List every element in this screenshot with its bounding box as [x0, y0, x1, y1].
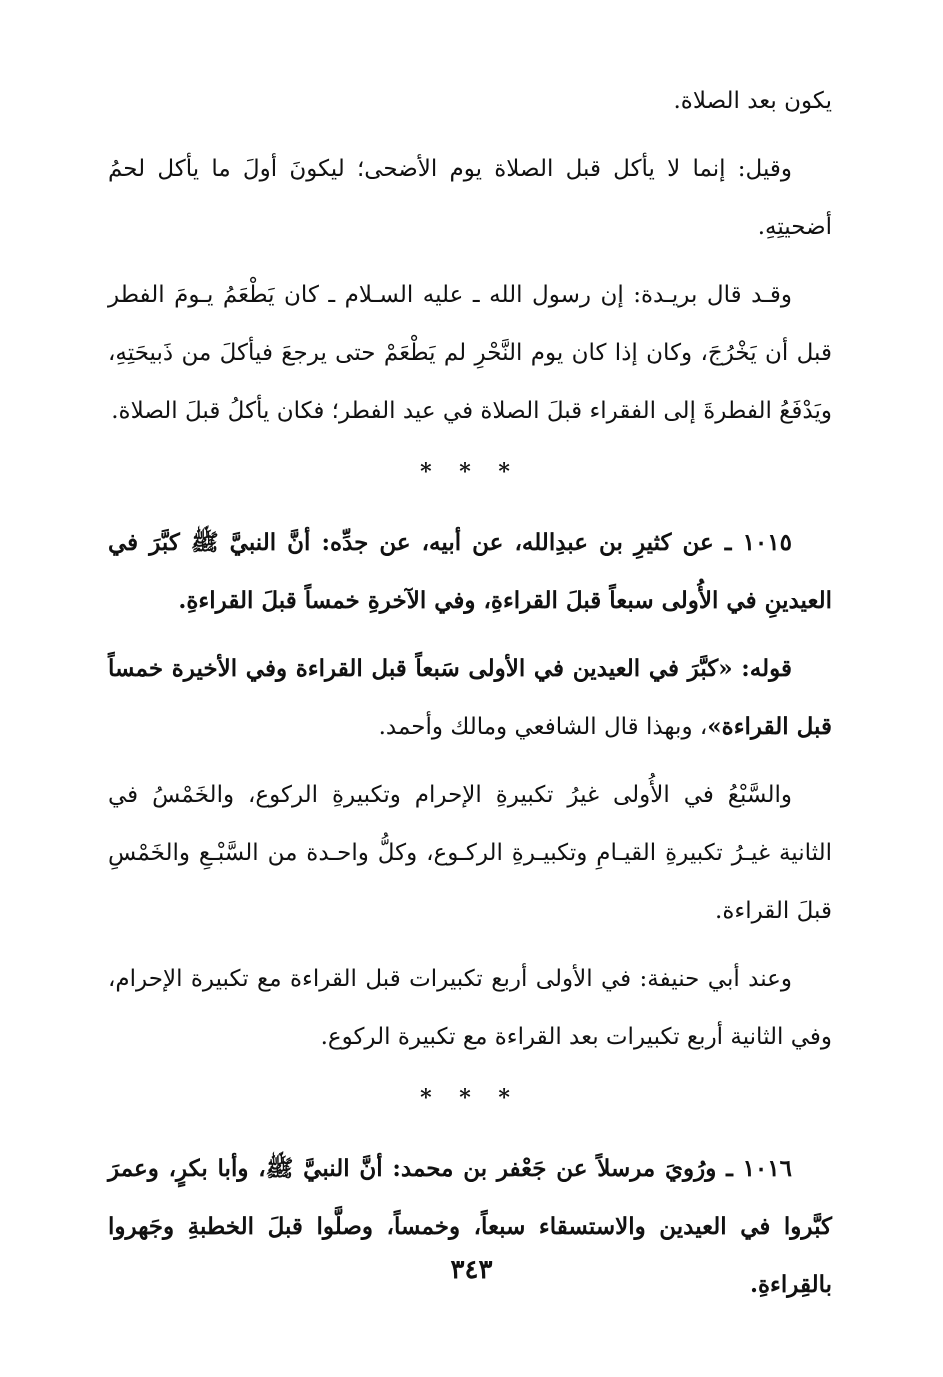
paragraph-abu-hanifa: وعند أبي حنيفة: في الأولى أربع تكبيرات قبل القراءة مع تكبيرة الإحرام، وفي الثانية أربع تكبيرات بعد القراءة مع تكبيرة الركوع. — [108, 966, 832, 1050]
page-number: ٣٤٣ — [450, 1255, 493, 1285]
commentary-rest: ، وبهذا قال الشافعي ومالك وأحمد. — [378, 714, 708, 740]
paragraph-eid-adha: وقيل: إنما لا يأكل قبل الصلاة يوم الأضحى؛ ليكونَ أولَ ما يأكل لحمُ أضحيتِهِ. — [108, 156, 832, 240]
paragraph-buraida: وقـد قال بريـدة: إن رسول الله ـ عليه السـلام ـ كان يَطْعَمُ يـومَ الفطر قبل أن يَخْرُجَ، وكان إذا كان يوم النَّحْرِ لم يَطْعَمْ حتى يرجعَ فيأكلَ من ذَبيحَتِهِ، ويَدْفَعُ الفطرةَ إلى الفقراء قبلَ الصلاة في عيد الفطر؛ فكان يأكلُ قبلَ الصلاة. — [108, 282, 832, 424]
paragraph-seven-five: والسَّبْعُ في الأُولى غيرُ تكبيرةِ الإحرام وتكبيرةِ الركوع، والخَمْسُ في الثانية غيـرُ تكبيرةِ القيـامِ وتكبيـرةِ الركـوع، وكلُّ واحـدة من السَّبْـعِ والخَمْسِ قبلَ القراءة. — [108, 782, 832, 924]
hadith-1015: ١٠١٥ ـ عن كثيرِ بن عبدِالله، عن أبيه، عن جدِّه: أنَّ النبيَّ ﷺ كبَّرَ في العيدينِ في الأُولى سبعاً قبلَ القراءةِ، وفي الآخرةِ خمساً قبلَ القراءةِ. — [108, 529, 832, 614]
commentary-quote: قوله: «كبَّرَ في العيدين في الأولى سَبعاً قبل القراءة وفي الأخيرة خمساً قبل القراءة» — [108, 655, 832, 740]
commentary-1015 — [108, 640, 832, 756]
section-separator: * * * — [420, 1085, 520, 1111]
hadith-1016: ١٠١٦ ـ ورُويَ مرسلاً عن جَعْفر بن محمد: أنَّ النبيَّ ﷺ، وأبا بكرٍ، وعمرَ كبَّروا في العيدين والاستسقاء سبعاً، وخمساً، وصلَّوا قبلَ الخطبةِ وجَهروا بالقِراءةِ. — [108, 1155, 832, 1298]
page-body — [108, 72, 832, 1314]
section-separator: * * * — [420, 459, 520, 485]
paragraph-continuation: يكون بعد الصلاة. — [673, 88, 832, 114]
